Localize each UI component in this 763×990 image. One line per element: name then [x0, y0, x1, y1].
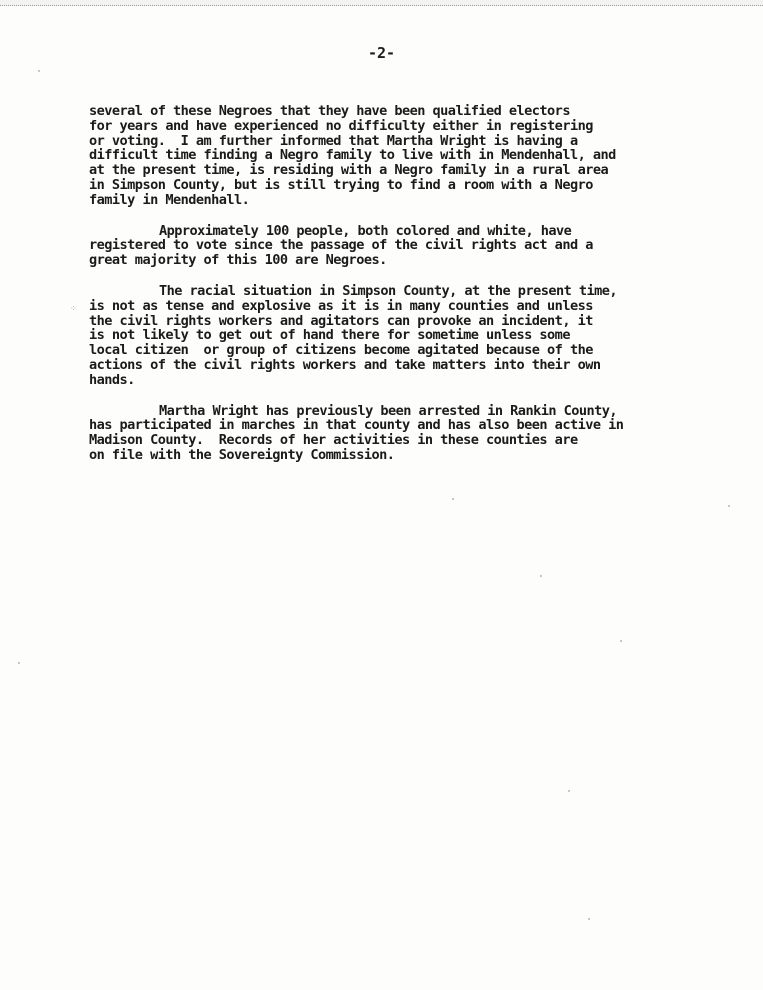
text-line: has participated in marches in that county and has also been active in: [89, 417, 624, 434]
text-line: local citizen or group of citizens become agitated because of the: [89, 342, 593, 359]
text-line: in Simpson County, but is still trying to find a room with a Negro: [89, 176, 593, 193]
document-body: [89, 104, 729, 479]
scan-speck: [568, 790, 570, 792]
text-line: Approximately 100 people, both colored and white, have: [159, 222, 572, 239]
text-line: is not likely to get out of hand there for sometime unless some: [89, 327, 570, 344]
scan-speck: [588, 918, 590, 920]
text-line: difficult time finding a Negro family to live with in Mendenhall, and: [89, 147, 616, 164]
text-line: actions of the civil rights workers and take matters into their own: [89, 356, 601, 373]
text-line: great majority of this 100 are Negroes.: [89, 252, 387, 269]
scan-speck: [38, 70, 40, 72]
text-line: the civil rights workers and agitators can provoke an incident, it: [89, 312, 593, 329]
text-line: or voting. I am further informed that Martha Wright is having a: [89, 132, 578, 149]
text-line: The racial situation in Simpson County, at the present time,: [159, 282, 618, 299]
text-line: is not as tense and explosive as it is in many counties and unless: [89, 297, 593, 314]
text-line: family in Mendenhall.: [89, 191, 250, 208]
paragraph-1: [89, 104, 729, 208]
text-line: Madison County. Records of her activities in these counties are: [89, 432, 578, 449]
text-line: hands.: [89, 371, 135, 388]
scan-speck: [452, 498, 454, 500]
scan-speck: [18, 662, 20, 664]
scan-speck: [540, 575, 542, 577]
scan-top-edge: [0, 0, 763, 6]
text-line: Martha Wright has previously been arrested in Rankin County,: [159, 402, 618, 419]
text-line: several of these Negroes that they have been qualified electors: [89, 103, 570, 119]
paragraph-3: [89, 284, 729, 388]
text-line: for years and have experienced no difficulty either in registering: [89, 117, 593, 134]
scan-speck: [728, 505, 730, 507]
paragraph-2: [89, 224, 729, 268]
page-number: -2-: [367, 44, 396, 62]
scan-margin-mark: ⁘: [70, 304, 77, 313]
text-line: registered to vote since the passage of the civil rights act and a: [89, 237, 593, 254]
text-line: on file with the Sovereignty Commission.: [89, 446, 395, 463]
scan-speck: [620, 640, 622, 642]
text-line: at the present time, is residing with a Negro family in a rural area: [89, 162, 609, 179]
paragraph-4: [89, 404, 729, 463]
